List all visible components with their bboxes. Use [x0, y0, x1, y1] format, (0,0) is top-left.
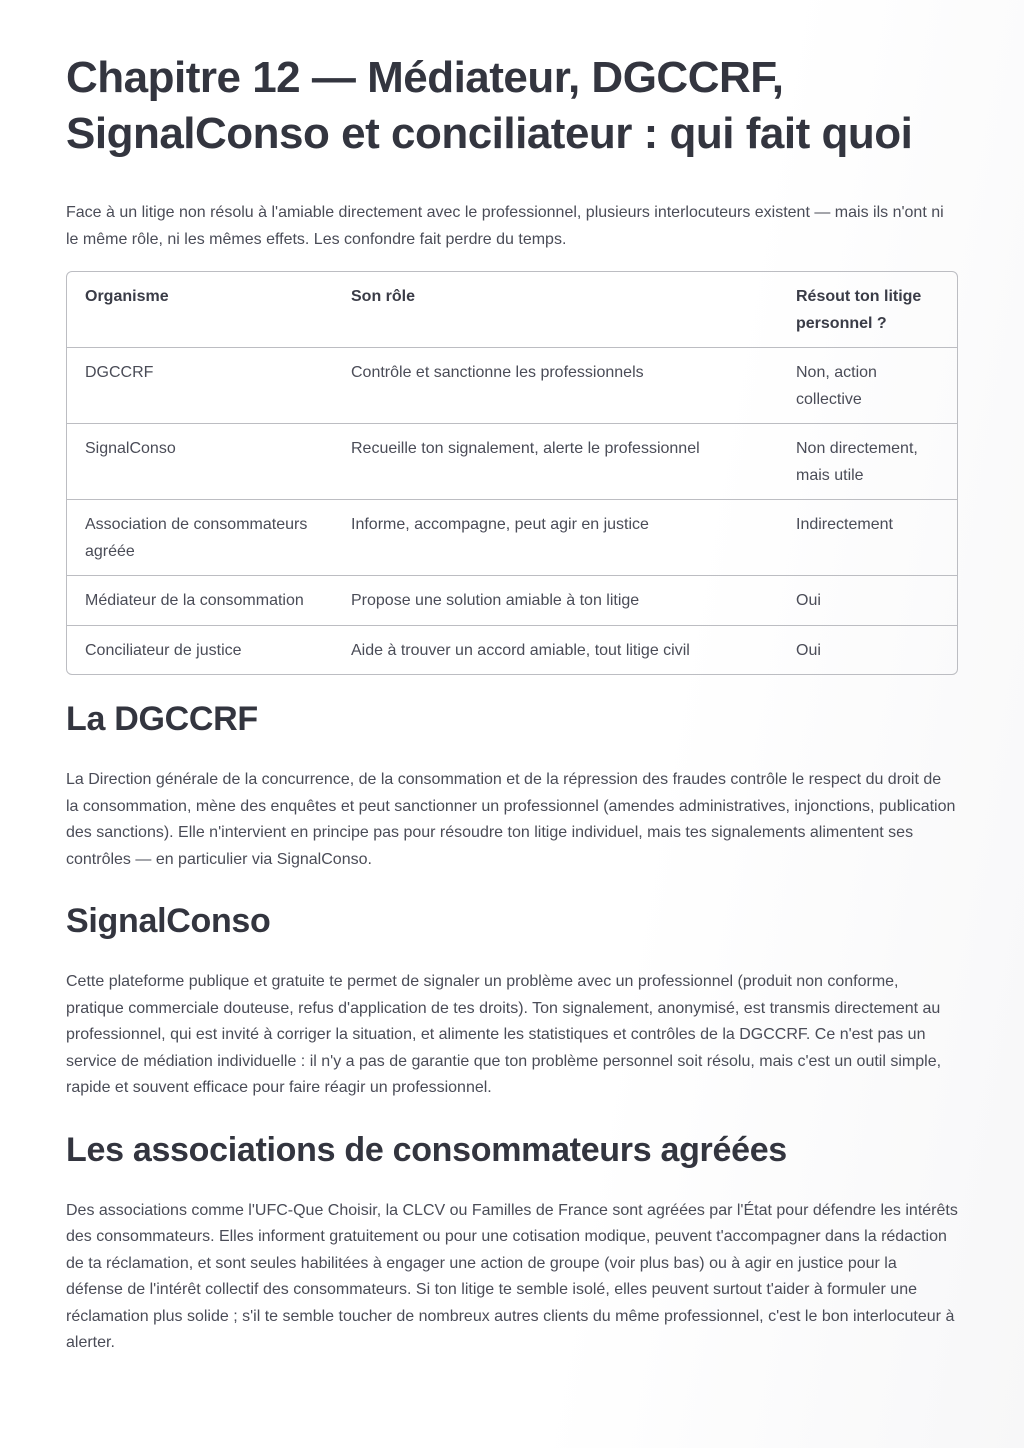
section-signalconso: [66, 899, 958, 1102]
section-body: La Direction générale de la concurrence, de la consommation et de la répression des fraudes contrôle le respect du droit de la consommation, mène des enquêtes et peut sanctionner un professionnel (amendes administratives, injonctions, publication des sanctions). Elle n'intervient en principe pas pour résoudre ton litige individuel, mais tes signalements alimentent ses contrôles — en particulier via SignalConso.: [66, 771, 956, 868]
table-cell-organisme: Conciliateur de justice: [85, 641, 242, 659]
table-cell-role: Recueille ton signalement, alerte le professionnel: [333, 424, 778, 500]
section-body: Cette plateforme publique et gratuite te permet de signaler un problème avec un professionnel (produit non conforme, pratique commerciale douteuse, refus d'application de tes droits). Ton signalement, anonymisé, est transmis directement au professionnel, qui est invité à corriger la situation, et alimente les statistiques et contrôles de la DGCCRF. Ce n'est pas un service de médiation individuelle : il n'y a pas de garantie que ton problème personnel soit résolu, mais c'est un outil simple, rapide et souvent efficace pour faire réagir un professionnel.: [66, 973, 942, 1096]
table-row: [67, 500, 957, 576]
section-heading: Les associations de consommateurs agréées: [66, 1130, 787, 1169]
table-header-row: [67, 272, 957, 348]
table-cell-organisme: Médiateur de la consommation: [67, 576, 333, 626]
table-row: [67, 424, 957, 500]
table-cell-organisme: DGCCRF: [67, 348, 333, 424]
table-cell-resolution: Oui: [778, 576, 957, 626]
comparison-table: [66, 271, 958, 675]
intro-paragraph: Face à un litige non résolu à l'amiable directement avec le professionnel, plusieurs interlocuteurs existent — mais ils n'ont ni le même rôle, ni les mêmes effets. Les confondre fait perdre du temps.: [66, 204, 944, 248]
table-cell-resolution: Oui: [796, 641, 821, 659]
table-row: [67, 348, 957, 424]
table-row: [67, 625, 957, 674]
table-cell-role: Aide à trouver un accord amiable, tout litige civil: [351, 641, 690, 659]
section-body: Des associations comme l'UFC-Que Choisir, la CLCV ou Familles de France sont agréées par l'État pour défendre les intérêts des consommateurs. Elles informent gratuitement ou pour une cotisation modique, peuvent t'accompagner dans la rédaction de ta réclamation, et sont seules habilitées à engager une action de groupe (voir plus bas) ou à agir en justice pour la défense de l'intérêt collectif des consommateurs. Si ton litige te semble isolé, elles peuvent surtout t'aider à formuler une réclamation plus solide ; s'il te semble toucher de nombreux autres clients du même professionnel, c'est le bon interlocuteur à alerter.: [66, 1201, 958, 1351]
section-associations: [66, 1128, 958, 1357]
column-header-organisme: Organisme: [67, 272, 333, 348]
table-cell-role: Propose une solution amiable à ton litige: [333, 576, 778, 626]
table-cell-role: Informe, accompagne, peut agir en justice: [333, 500, 778, 576]
section-heading: SignalConso: [66, 902, 271, 940]
table-row: [67, 576, 957, 626]
table-cell-organisme: SignalConso: [67, 424, 333, 500]
column-header-role: Son rôle: [333, 272, 778, 348]
section-heading: La DGCCRF: [66, 700, 258, 738]
table-cell-resolution: Non directement, mais utile: [778, 424, 957, 500]
table-cell-resolution: Indirectement: [778, 500, 957, 576]
page-title: Chapitre 12 — Médiateur, DGCCRF, SignalConso et conciliateur : qui fait quoi: [66, 53, 913, 158]
table-cell-organisme: Association de consommateurs agréée: [67, 500, 333, 576]
table-cell-role: Contrôle et sanctionne les professionnels: [333, 348, 778, 424]
section-dgccrf: [66, 697, 958, 873]
table-cell-resolution: Non, action collective: [778, 348, 957, 424]
column-header-resolution: Résout ton litige personnel ?: [778, 272, 957, 348]
